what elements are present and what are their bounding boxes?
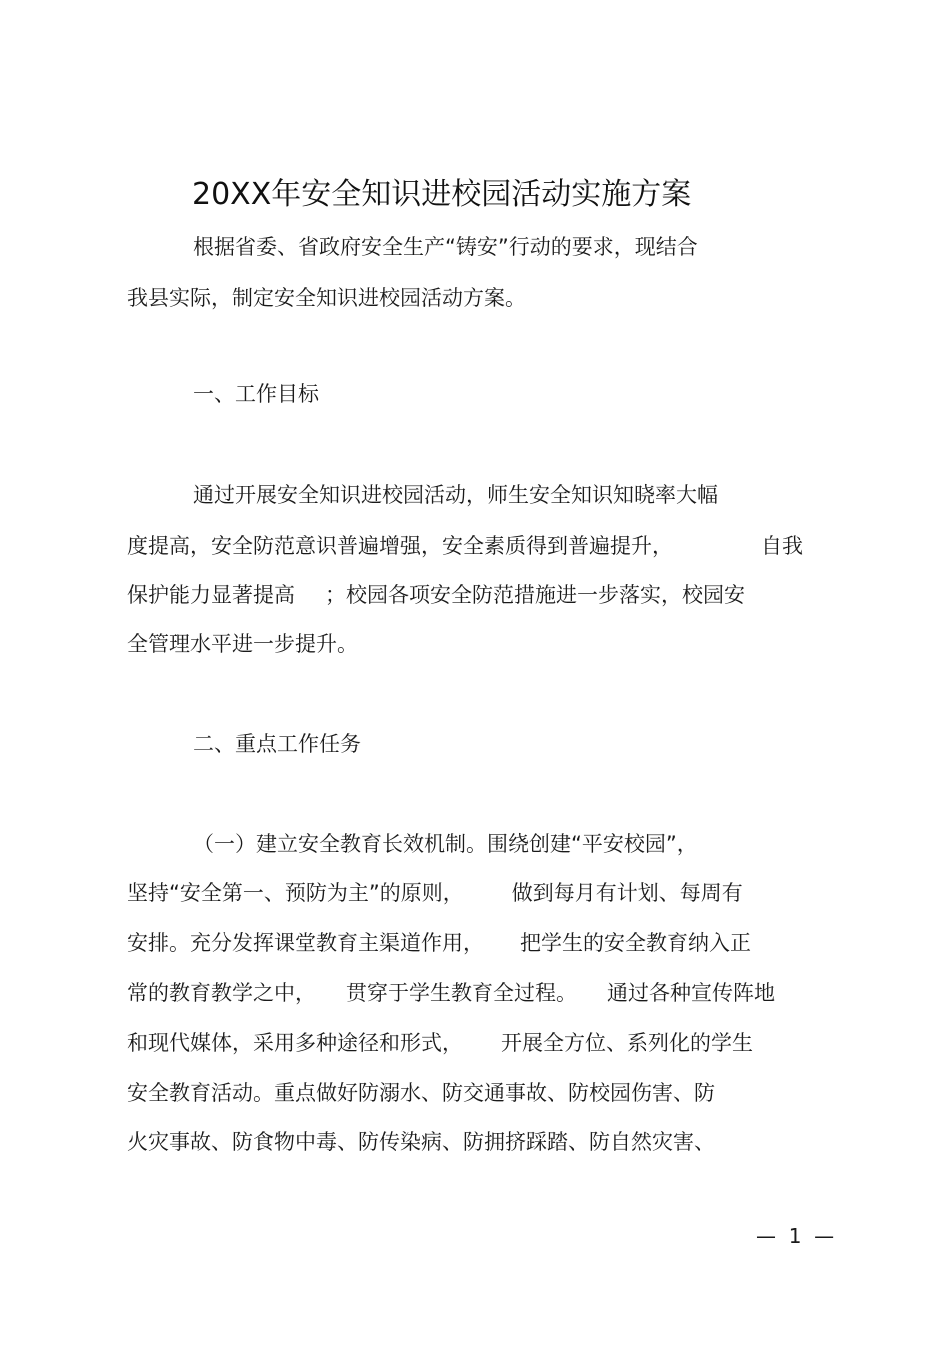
section-1-heading: 一、工作目标 bbox=[193, 382, 319, 406]
section-1-line-4: 全管理水平进一步提升。 bbox=[127, 632, 358, 656]
section-2-item-1-line-3-part-a: 安排。充分发挥课堂教育主渠道作用， bbox=[127, 931, 484, 955]
section-2-item-1-line-5-part-a: 和现代媒体，采用多种途径和形式， bbox=[127, 1031, 463, 1055]
section-2-item-1-line-2 bbox=[127, 879, 743, 907]
section-2-item-1-line-5 bbox=[127, 1029, 753, 1057]
section-2-item-1-line-4 bbox=[127, 979, 775, 1007]
intro-line-1: 根据省委、省政府安全生产“铸安”行动的要求，现结合 bbox=[193, 235, 698, 259]
section-2-item-1-line-4-part-c: 通过各种宣传阵地 bbox=[607, 981, 775, 1005]
section-1-line-3-part-b: ；校园各项安全防范措施进一步落实，校园安 bbox=[325, 583, 745, 607]
section-2-item-1-line-4-part-a: 常的教育教学之中， bbox=[127, 981, 316, 1005]
section-1-line-2-part-a: 度提高，安全防范意识普遍增强，安全素质得到普遍提升， bbox=[127, 534, 673, 558]
section-1-line-3 bbox=[127, 581, 745, 609]
section-2-item-1-line-7: 火灾事故、防食物中毒、防传染病、防拥挤踩踏、防自然灾害、 bbox=[127, 1130, 715, 1154]
section-2-item-1-line-5-part-b: 开展全方位、系列化的学生 bbox=[501, 1031, 753, 1055]
section-2-item-1-line-2-part-a: 坚持“安全第一、预防为主”的原则， bbox=[127, 881, 464, 905]
intro-line-2: 我县实际，制定安全知识进校园活动方案。 bbox=[127, 286, 526, 310]
section-2-item-1-line-2-part-b: 做到每月有计划、每周有 bbox=[511, 881, 743, 905]
section-2-item-1-line-1: （一）建立安全教育长效机制。围绕创建“平安校园”， bbox=[193, 832, 698, 856]
section-2-item-1-line-4-part-b: 贯穿于学生教育全过程。 bbox=[346, 981, 577, 1005]
section-1-line-1: 通过开展安全知识进校园活动，师生安全知识知晓率大幅 bbox=[193, 483, 718, 507]
section-2-item-1-line-6: 安全教育活动。重点做好防溺水、防交通事故、防校园伤害、防 bbox=[127, 1081, 715, 1105]
section-1-line-3-part-a: 保护能力显著提高 bbox=[127, 583, 295, 607]
section-2-item-1-line-3-part-b: 把学生的安全教育纳入正 bbox=[520, 931, 751, 955]
section-1-line-2-part-b: 自我 bbox=[761, 534, 803, 558]
document-title: 20XX年安全知识进校园活动实施方案 bbox=[192, 177, 692, 212]
section-1-line-2 bbox=[127, 532, 803, 560]
page-number: — 1 — bbox=[756, 1224, 835, 1248]
section-2-heading: 二、重点工作任务 bbox=[193, 732, 361, 756]
section-2-item-1-line-3 bbox=[127, 929, 751, 957]
